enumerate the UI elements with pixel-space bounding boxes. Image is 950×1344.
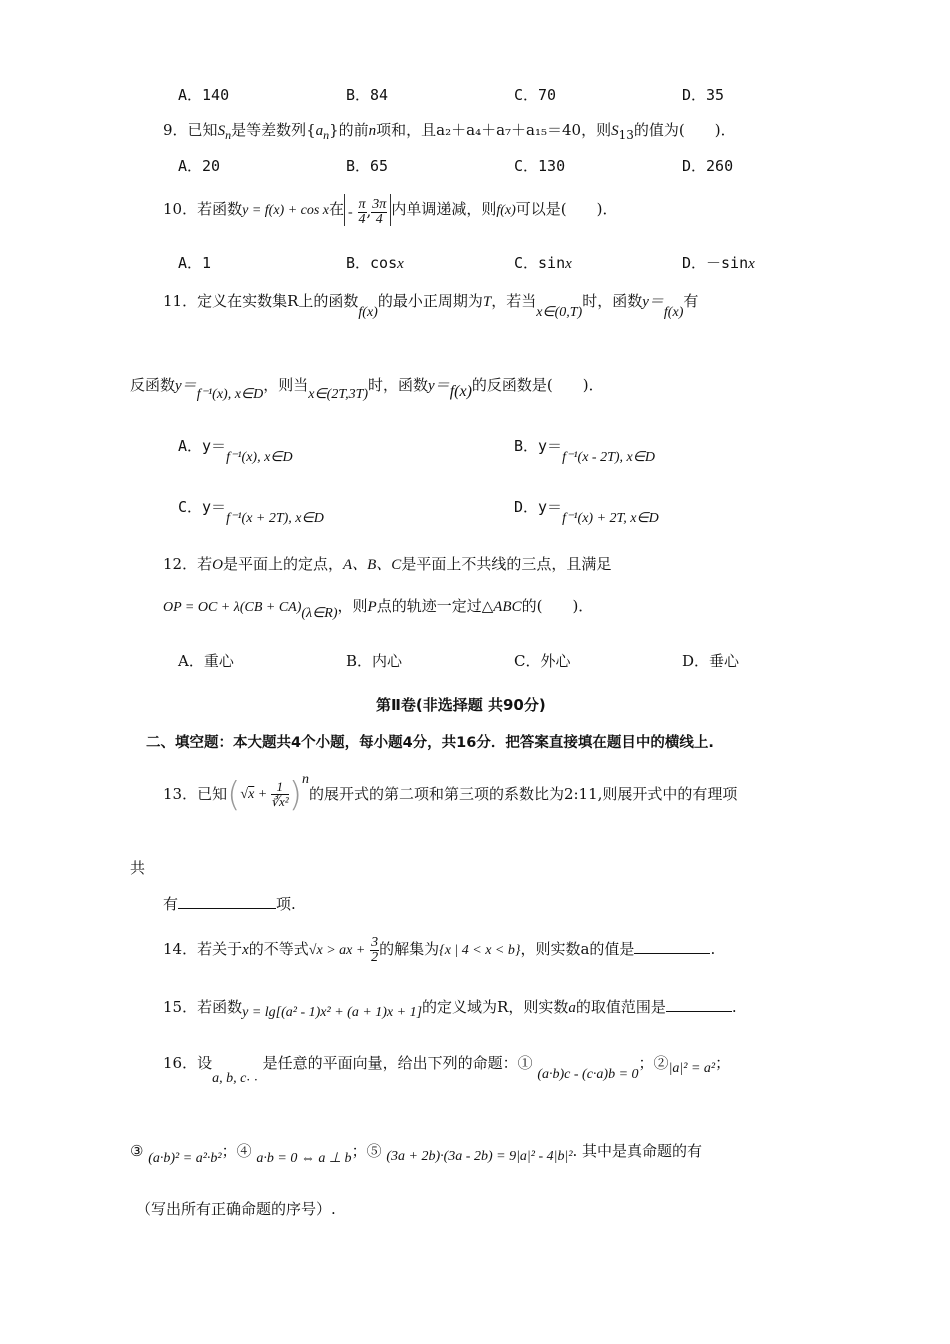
- q16-proposition-1: (a·b)c - (c·a)b = 0: [537, 1067, 639, 1082]
- q13-expression: √x + $\frac{1}{\text{∛x²}}$: [240, 779, 289, 810]
- q11-stem-line2: 反函数y＝f⁻¹(x), x∈D，则当x∈(2T,3T)时，函数y＝f(x)的反函数是( )．: [130, 376, 604, 402]
- q13-stem-line1: 13．已知(√x + $\frac{1}{\text{∛x²}}$ )$^n$的展开式的第二项和第三项的系数比为2:11,则展开式中的有理项: [163, 772, 738, 815]
- q14-stem: 14．若关于x的不等式√x > ax + $\frac{3}{2}$ 的解集为{x | 4 < x < b}，则实数a的值是 .: [163, 934, 716, 965]
- q15-stem: 15．若函数y = lg[(a² - 1)x² + (a + 1)x + 1]的定义域为R，则实数a的取值范围是 .: [163, 998, 737, 1020]
- q12-option-a: A．重心: [178, 652, 234, 670]
- q10-stem: 10．若函数y = f(x) + cos x在 - $\frac{\pi}{4}$ , $\frac{3\pi}{4}$ 内单调递减，则f(x)可以是( )．: [163, 192, 617, 228]
- q15-answer-blank[interactable]: [666, 997, 732, 1012]
- q10-option-b: B．cosx: [346, 254, 404, 272]
- q9-option-d: D．260: [682, 157, 734, 175]
- q12-option-b: B．内心: [346, 652, 403, 670]
- q9-number: 9．: [163, 121, 188, 139]
- q16-proposition-2: |a|² = a²: [668, 1061, 716, 1076]
- q8-option-a: A．140: [178, 86, 230, 104]
- q10-interval: - $\frac{\pi}{4}$ , $\frac{3\pi}{4}$: [344, 194, 391, 226]
- q12-stem-line2: OP = OC + λ(CB + CA)(λ∈R)，则P点的轨迹一定过△ABC的( )．: [163, 597, 594, 621]
- q12-stem-line1: 12．若O是平面上的定点，A、B、C是平面上不共线的三点，且满足: [163, 555, 612, 573]
- q16-proposition-3: (a·b)² = a²·b²: [148, 1151, 222, 1166]
- q11-option-c: C．y＝f⁻¹(x + 2T), x∈D: [178, 498, 324, 526]
- q12-option-d: D．垂心: [682, 652, 740, 670]
- section-instructions: 二、填空题：本大题共4个小题，每小题4分，共16分．把答案直接填在题目中的横线上.: [146, 735, 714, 751]
- q16-proposition-5: (3a + 2b)·(3a - 2b) = 9|a|² - 4|b|²: [386, 1149, 573, 1164]
- q9-option-b: B．65: [346, 157, 389, 175]
- q8-option-d: D．35: [682, 86, 725, 104]
- q10-function: y = f(x) + cos x: [242, 203, 330, 218]
- q10-option-d: D．－sinx: [682, 254, 755, 272]
- q9-stem: 9．已知$S_n$是等差数列$\{a_n\}$的前n项和，且a₂＋a₄＋a₇＋a₁₅＝40，则$S_{13}$的值为( )．: [163, 121, 736, 142]
- q12-option-c: C．外心: [514, 652, 571, 670]
- q11-stem-line1: 11．定义在实数集R上的函数f(x)的最小正周期为T，若当x∈(0,T)时，函数y＝f(x)有: [163, 292, 699, 320]
- q12-formula: OP = OC + λ(CB + CA): [163, 600, 302, 615]
- q15-number: 15．: [163, 998, 198, 1016]
- q16-stem-line3: （写出所有正确命题的序号）.: [136, 1200, 336, 1218]
- q11-number: 11．: [163, 292, 198, 310]
- q13-answer-blank[interactable]: [178, 894, 276, 909]
- q10-option-c: C．sinx: [514, 254, 572, 272]
- q11-option-a: A．y＝f⁻¹(x), x∈D: [178, 437, 293, 465]
- q13-stem-line3: 有 项.: [163, 895, 296, 913]
- q16-stem-line1: 16．设a, b, $c_{\cdot \cdot}$ 是任意的平面向量，给出下列的命题：① (a·b)c - (c·a)b = 0；②|a|² = a²；: [163, 1054, 731, 1087]
- q13-stem-line2: 共: [130, 859, 146, 877]
- q11-option-b: B．y＝f⁻¹(x - 2T), x∈D: [514, 437, 656, 465]
- q16-stem-line2: ③ (a·b)² = a²·b²；④ a·b = 0 ⇔ a ⊥ b；⑤ (3a + 2b)·(3a - 2b) = 9|a|² - 4|b|². 其中是真命题的有: [130, 1142, 703, 1166]
- q10-number: 10．: [163, 200, 198, 218]
- q13-number: 13．: [163, 785, 198, 803]
- q14-answer-blank[interactable]: [634, 939, 710, 954]
- q10-option-a: A．1: [178, 254, 212, 272]
- q14-number: 14．: [163, 940, 198, 958]
- q11-option-d: D．y＝f⁻¹(x) + 2T, x∈D: [514, 498, 659, 526]
- q16-proposition-4: a·b = 0 ⇔ a ⊥ b: [256, 1151, 352, 1166]
- q16-number: 16．: [163, 1054, 198, 1072]
- q9-option-c: C．130: [514, 157, 566, 175]
- q9-option-a: A．20: [178, 157, 221, 175]
- q8-option-b: B．84: [346, 86, 389, 104]
- q8-option-c: C．70: [514, 86, 557, 104]
- q12-number: 12．: [163, 555, 198, 573]
- section-title: 第Ⅱ卷(非选择题 共90分): [376, 696, 546, 714]
